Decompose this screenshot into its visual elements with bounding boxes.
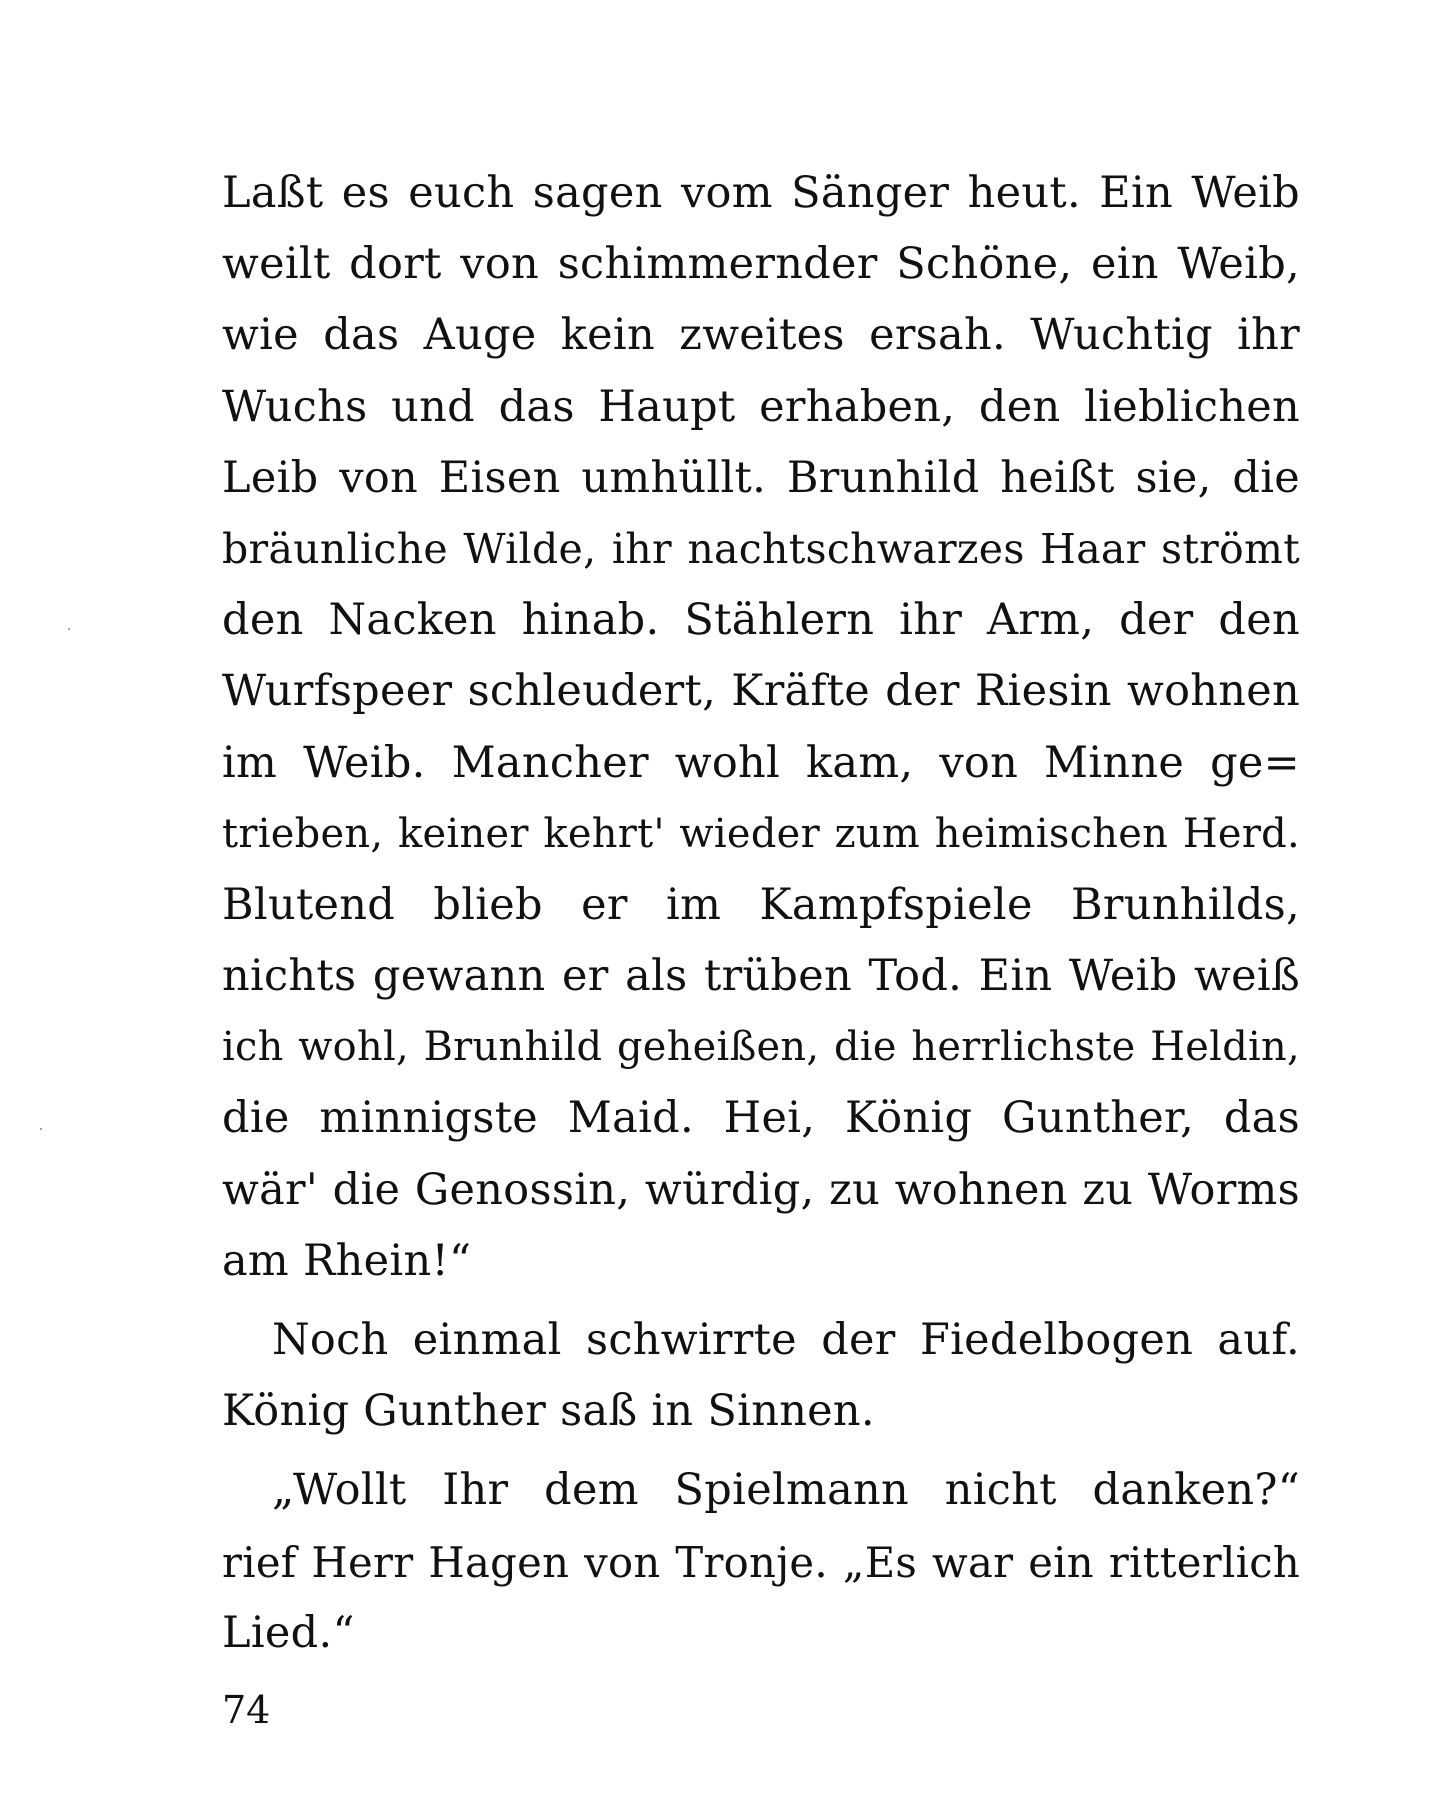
text-line: Leib von Eisen umhüllt. Brunhild heißt sie, die: [222, 452, 1300, 503]
text-line: am Rhein!“: [222, 1235, 472, 1286]
text-line: ich wohl, Brunhild geheißen, die herrlichste Heldin,: [222, 1024, 1300, 1071]
text-line: trieben, keiner kehrt' wieder zum heimischen Herd.: [222, 810, 1300, 857]
text-line: im Weib. Mancher wohl kam, von Minne ge=: [222, 737, 1300, 788]
text-line: bräunliche Wilde, ihr nachtschwarzes Haar strömt: [222, 524, 1300, 573]
text-line: Blutend blieb er im Kampfspiele Brunhilds,: [222, 879, 1300, 930]
body-text: [222, 158, 1300, 1669]
text-line: König Gunther saß in Sinnen.: [222, 1386, 875, 1437]
paragraph-gap: [222, 1447, 1300, 1455]
text-line: den Nacken hinab. Stählern ihr Arm, der den: [222, 595, 1300, 646]
text-line: wie das Auge kein zweites ersah. Wuchtig ihr: [222, 310, 1300, 361]
text-line: Lied.“: [222, 1607, 355, 1658]
text-line: weilt dort von schimmernder Schöne, ein Weib,: [222, 239, 1300, 290]
page-number: 74: [222, 1688, 271, 1732]
text-line: Noch einmal schwirrte der Fiedelbogen auf.: [272, 1315, 1300, 1365]
text-line: nichts gewann er als trüben Tod. Ein Weib weiß: [222, 951, 1300, 1002]
paragraph-3: [222, 1455, 1300, 1669]
scan-speck: [68, 628, 70, 630]
text-line: Wuchs und das Haupt erhaben, den lieblichen: [222, 381, 1300, 432]
scan-speck: [40, 1128, 42, 1130]
paragraph-1: [222, 158, 1300, 1297]
text-line: wär' die Genossin, würdig, zu wohnen zu Worms: [222, 1164, 1300, 1215]
text-line: die minnigste Maid. Hei, König Gunther, das: [222, 1093, 1300, 1144]
paragraph-2: [222, 1305, 1300, 1447]
text-line: Laßt es euch sagen vom Sänger heut. Ein Weib: [222, 168, 1300, 218]
text-line: Wurfspeer schleudert, Kräfte der Riesin wohnen: [222, 666, 1300, 717]
text-line: „Wollt Ihr dem Spielmann nicht danken?“: [272, 1465, 1300, 1516]
text-line: rief Herr Hagen von Tronje. „Es war ein ritterlich: [222, 1537, 1300, 1587]
paragraph-gap: [222, 1297, 1300, 1305]
